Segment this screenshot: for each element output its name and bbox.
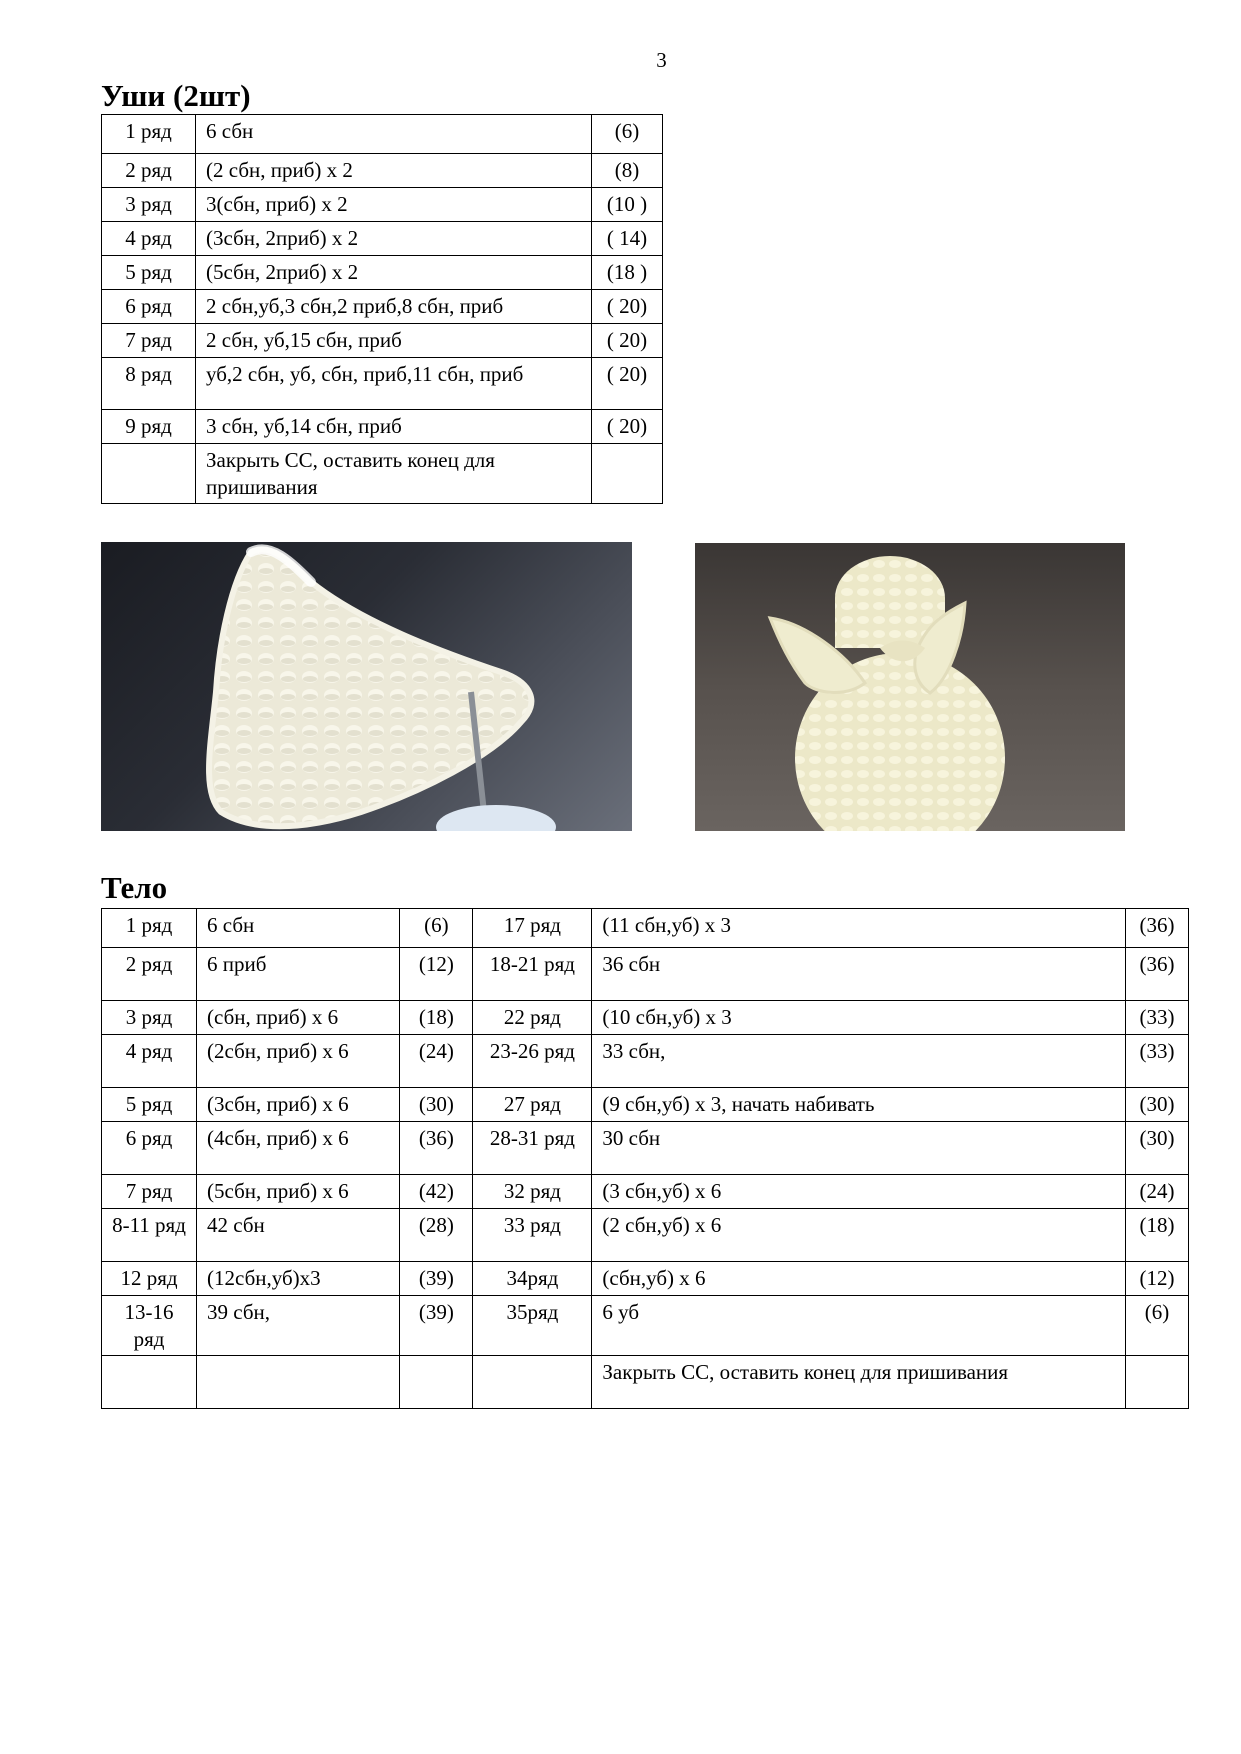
row-instruction: Закрыть СС, оставить конец для пришивания [196,444,592,504]
row-label-right: 35ряд [473,1296,592,1356]
ears-section-title: Уши (2шт) [101,78,251,113]
row-instruction-right: (10 сбн,уб) х 3 [592,1001,1126,1035]
stitch-count: (42) [400,1175,473,1209]
stitch-count: (12) [400,948,473,1001]
stitch-count-right: (33) [1126,1001,1189,1035]
row-instruction: 6 приб [197,948,400,1001]
stitch-count [400,1356,473,1409]
row-label: 3 ряд [102,1001,197,1035]
row-instruction-right: (9 сбн,уб) х 3, начать набивать [592,1088,1126,1122]
row-instruction-right: 33 сбн, [592,1035,1126,1088]
stitch-count: (39) [400,1262,473,1296]
stitch-count: ( 20) [592,358,663,410]
table-row [102,1122,1189,1175]
stitch-count [592,444,663,504]
row-instruction: (2 сбн, приб) х 2 [196,154,592,188]
row-label: 4 ряд [102,1035,197,1088]
row-label-right: 33 ряд [473,1209,592,1262]
row-instruction: (3сбн, 2приб) х 2 [196,222,592,256]
table-row [102,1088,1189,1122]
stitch-count-right: (33) [1126,1035,1189,1088]
row-label [102,444,196,504]
assembled-head-photo [695,543,1125,831]
row-label: 8-11 ряд [102,1209,197,1262]
row-label-right: 28-31 ряд [473,1122,592,1175]
row-instruction: 6 сбн [196,115,592,154]
row-label: 1 ряд [102,909,197,948]
stitch-count-right: (30) [1126,1122,1189,1175]
table-row [102,1296,1189,1356]
row-instruction: 39 сбн, [197,1296,400,1356]
row-label [102,1356,197,1409]
row-instruction: (5сбн, приб) х 6 [197,1175,400,1209]
table-row [102,1001,1189,1035]
stitch-count: (18 ) [592,256,663,290]
stitch-count: (10 ) [592,188,663,222]
table-row [102,444,663,504]
row-label: 5 ряд [102,1088,197,1122]
row-label-right [473,1356,592,1409]
table-row [102,1262,1189,1296]
row-instruction-right: (2 сбн,уб) х 6 [592,1209,1126,1262]
row-instruction: 2 сбн,уб,3 сбн,2 приб,8 сбн, приб [196,290,592,324]
row-label: 3 ряд [102,188,196,222]
page-number: 3 [656,48,667,72]
row-instruction-right: Закрыть СС, оставить конец для пришивания [592,1356,1126,1409]
row-label: 13-16 ряд [102,1296,197,1356]
row-label: 9 ряд [102,410,196,444]
body-section-title: Тело [101,870,168,905]
table-row [102,222,663,256]
row-instruction: 3(сбн, приб) х 2 [196,188,592,222]
row-label: 7 ряд [102,324,196,358]
row-label: 12 ряд [102,1262,197,1296]
ears-pattern-table [101,114,663,504]
row-label-right: 32 ряд [473,1175,592,1209]
row-label-right: 17 ряд [473,909,592,948]
row-instruction: (3сбн, приб) х 6 [197,1088,400,1122]
table-row [102,324,663,358]
row-instruction-right: 6 уб [592,1296,1126,1356]
row-instruction-right: 30 сбн [592,1122,1126,1175]
row-label: 7 ряд [102,1175,197,1209]
stitch-count: (24) [400,1035,473,1088]
row-label: 6 ряд [102,290,196,324]
stitch-count: ( 14) [592,222,663,256]
row-label-right: 34ряд [473,1262,592,1296]
table-row [102,1356,1189,1409]
stitch-count: (28) [400,1209,473,1262]
table-row [102,909,1189,948]
row-instruction: 6 сбн [197,909,400,948]
table-row [102,115,663,154]
stitch-count: (36) [400,1122,473,1175]
row-label: 4 ряд [102,222,196,256]
row-instruction: 2 сбн, уб,15 сбн, приб [196,324,592,358]
crochet-head-with-ears-image [695,543,1125,831]
row-instruction: 42 сбн [197,1209,400,1262]
crochet-ear-image [101,542,632,831]
row-instruction [197,1356,400,1409]
table-row [102,290,663,324]
stitch-count: (39) [400,1296,473,1356]
stitch-count-right: (12) [1126,1262,1189,1296]
row-instruction: (5сбн, 2приб) х 2 [196,256,592,290]
row-instruction-right: (3 сбн,уб) х 6 [592,1175,1126,1209]
stitch-count-right: (36) [1126,948,1189,1001]
row-label-right: 18-21 ряд [473,948,592,1001]
row-label-right: 27 ряд [473,1088,592,1122]
row-instruction: (сбн, приб) х 6 [197,1001,400,1035]
body-pattern-table [101,908,1189,1409]
table-row [102,948,1189,1001]
stitch-count: (30) [400,1088,473,1122]
table-row [102,410,663,444]
stitch-count-right: (30) [1126,1088,1189,1122]
stitch-count: ( 20) [592,324,663,358]
row-instruction-right: (11 сбн,уб) х 3 [592,909,1126,948]
row-label: 5 ряд [102,256,196,290]
row-label: 6 ряд [102,1122,197,1175]
stitch-count-right [1126,1356,1189,1409]
stitch-count: (6) [400,909,473,948]
table-row [102,1035,1189,1088]
stitch-count-right: (24) [1126,1175,1189,1209]
stitch-count-right: (36) [1126,909,1189,948]
table-row [102,188,663,222]
table-row [102,256,663,290]
table-row [102,358,663,410]
stitch-count: ( 20) [592,410,663,444]
stitch-count: (6) [592,115,663,154]
stitch-count: (18) [400,1001,473,1035]
row-instruction-right: (сбн,уб) х 6 [592,1262,1126,1296]
row-instruction: уб,2 сбн, уб, сбн, приб,11 сбн, приб [196,358,592,410]
row-instruction: (2сбн, приб) х 6 [197,1035,400,1088]
stitch-count: ( 20) [592,290,663,324]
row-instruction: (12сбн,уб)х3 [197,1262,400,1296]
row-instruction: 3 сбн, уб,14 сбн, приб [196,410,592,444]
row-instruction: (4сбн, приб) х 6 [197,1122,400,1175]
stitch-count-right: (18) [1126,1209,1189,1262]
table-row [102,154,663,188]
table-row [102,1209,1189,1262]
row-instruction-right: 36 сбн [592,948,1126,1001]
row-label-right: 22 ряд [473,1001,592,1035]
row-label: 1 ряд [102,115,196,154]
stitch-count-right: (6) [1126,1296,1189,1356]
row-label-right: 23-26 ряд [473,1035,592,1088]
ear-photo [101,542,632,831]
row-label: 8 ряд [102,358,196,410]
row-label: 2 ряд [102,948,197,1001]
row-label: 2 ряд [102,154,196,188]
table-row [102,1175,1189,1209]
stitch-count: (8) [592,154,663,188]
